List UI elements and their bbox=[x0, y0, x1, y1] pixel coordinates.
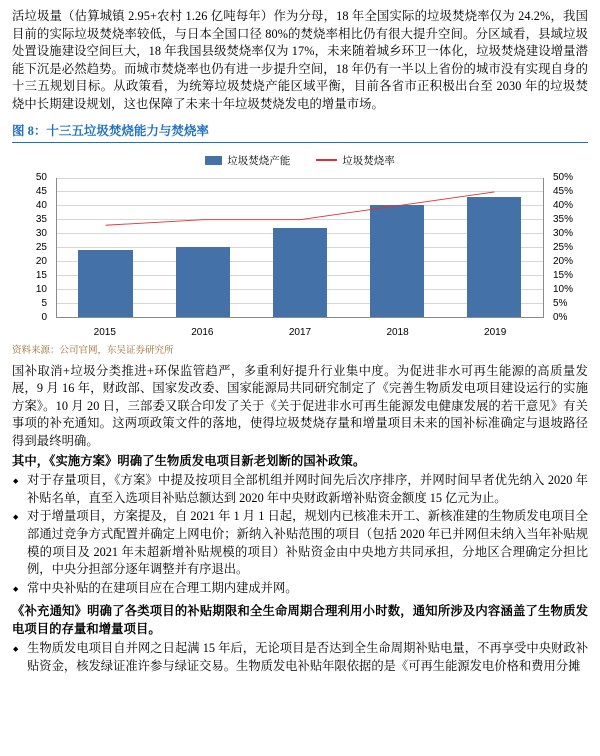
list-item: ◆ 常中央补贴的在建项目应在合理工期内建成并网。 bbox=[12, 580, 588, 598]
policy-paragraph-2: 其中，《实施方案》明确了生物质发电项目新老划断的国补政策。 bbox=[12, 453, 366, 468]
chart-figure bbox=[12, 145, 588, 363]
chart-title: 图 8：十三五垃圾焚烧能力与焚烧率 bbox=[12, 123, 209, 138]
y-axis-right bbox=[548, 171, 588, 323]
y-tick-left: 0 bbox=[41, 311, 47, 323]
y-tick-left: 30 bbox=[35, 227, 47, 239]
plot-canvas bbox=[56, 178, 544, 318]
bullet-list-existing-projects bbox=[12, 472, 588, 597]
chart-legend bbox=[12, 145, 588, 168]
policy-paragraph-1: 国补取消+垃圾分类推进+环保监管趋严，多重利好提升行业集中度。为促进非水可再生能源的高质量发展，9 月 16 年，财政部、国家发改委、国家能源局共同研究制定了《完善生物质发电项目建设运行的实施方案》。10 月 20 日，三部委又联合印发了关于《关于促进非水可再生能源发电健康发展的若干意见》有关事项的补充通知。这两项政策文件的落地，使得垃圾焚烧存量和增量项目未来的国补标准确定与退坡路径得到最终明确。 bbox=[12, 363, 588, 448]
line-series bbox=[57, 178, 543, 317]
legend-item-bar bbox=[205, 153, 290, 168]
y-tick-right: 45% bbox=[553, 185, 574, 197]
y-tick-left: 5 bbox=[41, 297, 47, 309]
y-tick-left: 10 bbox=[35, 283, 47, 295]
x-tick: 2018 bbox=[386, 326, 409, 338]
y-tick-right: 50% bbox=[553, 171, 574, 183]
y-tick-right: 5% bbox=[553, 297, 568, 309]
y-tick-left: 40 bbox=[35, 199, 47, 211]
chart-plot-area bbox=[12, 172, 588, 340]
y-tick-right: 30% bbox=[553, 227, 574, 239]
chart-title-rule bbox=[12, 142, 588, 143]
list-item: ◆ 对于增量项目，方案提及，自 2021 年 1 月 1 日起，规划内已核准未开工、新核准建的生物质发电项目全部通过竞争方式配置并确定上网电价；新纳入补贴范围的项目（包括 2020 年已并网但未纳入当年补贴规模的项目及 2021 年未超新增补贴规模的项目）补贴资金由中央地方共同承担，分地区合理确定分担比例，中央分担部分逐年调整并有序退出。 bbox=[12, 508, 588, 578]
y-tick-right: 10% bbox=[553, 283, 574, 295]
y-tick-right: 35% bbox=[553, 213, 574, 225]
y-tick-left: 35 bbox=[35, 213, 47, 225]
legend-bar-label: 垃圾焚烧产能 bbox=[227, 154, 291, 167]
bullet-list-notice bbox=[12, 640, 588, 675]
intro-paragraph: 活垃圾量（估算城镇 2.95+农村 1.26 亿吨每年）作为分母，18 年全国实际的垃圾焚烧率仅为 24.2%，我国目前的实际垃圾焚烧率较低，与日本全国口径 80%的焚烧率相比仍有很大提升空间。分区域看，县域垃圾处置设施建设空间巨大，18 年我国县级焚烧率仅为 17%，未来随着城乡环卫一体化，垃圾焚烧建设增量潜能下沉是必然趋势。而城市焚烧率也仍有进一步提升空间，18 年仍有一半以上省份的城市没有实现自身的十三五规划目标。从政策看，为统筹垃圾焚烧产能区域平衡，目前各省市正积极出台至 2030 年的垃圾焚烧中长期建设规划，这也保障了未来十年垃圾焚烧发电的增量市场。 bbox=[12, 9, 588, 111]
y-tick-right: 40% bbox=[553, 199, 574, 211]
legend-line-label: 垃圾焚烧率 bbox=[342, 154, 395, 167]
y-tick-right: 25% bbox=[553, 241, 574, 253]
x-tick: 2019 bbox=[484, 326, 507, 338]
legend-line-swatch bbox=[316, 159, 337, 161]
y-tick-right: 20% bbox=[553, 255, 574, 267]
y-tick-left: 45 bbox=[35, 185, 47, 197]
y-tick-right: 0% bbox=[553, 311, 568, 323]
legend-item-line bbox=[316, 153, 395, 168]
y-tick-left: 20 bbox=[35, 255, 47, 267]
legend-bar-swatch bbox=[205, 156, 222, 165]
y-tick-left: 15 bbox=[35, 269, 47, 281]
x-tick: 2016 bbox=[191, 326, 214, 338]
x-tick: 2017 bbox=[288, 326, 312, 338]
y-axis-left bbox=[12, 171, 52, 323]
y-tick-left: 25 bbox=[35, 241, 47, 253]
x-axis-labels bbox=[56, 327, 544, 338]
y-tick-left: 50 bbox=[35, 171, 47, 183]
list-item: ◆ 对于存量项目，《方案》中提及按项目全部机组并网时间先后次序排序，并网时间早者优先纳入 2020 年补贴名单，直至入选项目补贴总额达到 2020 年中央财政新增补贴资金额度 15 亿元为止。 bbox=[12, 472, 588, 507]
y-tick-right: 15% bbox=[553, 269, 574, 281]
chart-source-note: 资料来源：公司官网，东吴证券研究所 bbox=[12, 344, 174, 356]
policy-paragraph-3: 《补充通知》明确了各类项目的补贴期限和全生命周期合理利用小时数，通知所涉及内容涵盖了生物质发电项目的存量和增量项目。 bbox=[12, 604, 588, 636]
list-item: ◆ 生物质发电项目自并网之日起满 15 年后，无论项目是否达到全生命周期补贴电量，不再享受中央财政补贴资金，核发绿证准许参与绿证交易。生物质发电补贴年限依据的是《可再生能源发电价格和费用分摊 bbox=[12, 640, 588, 675]
x-tick: 2015 bbox=[93, 326, 116, 338]
